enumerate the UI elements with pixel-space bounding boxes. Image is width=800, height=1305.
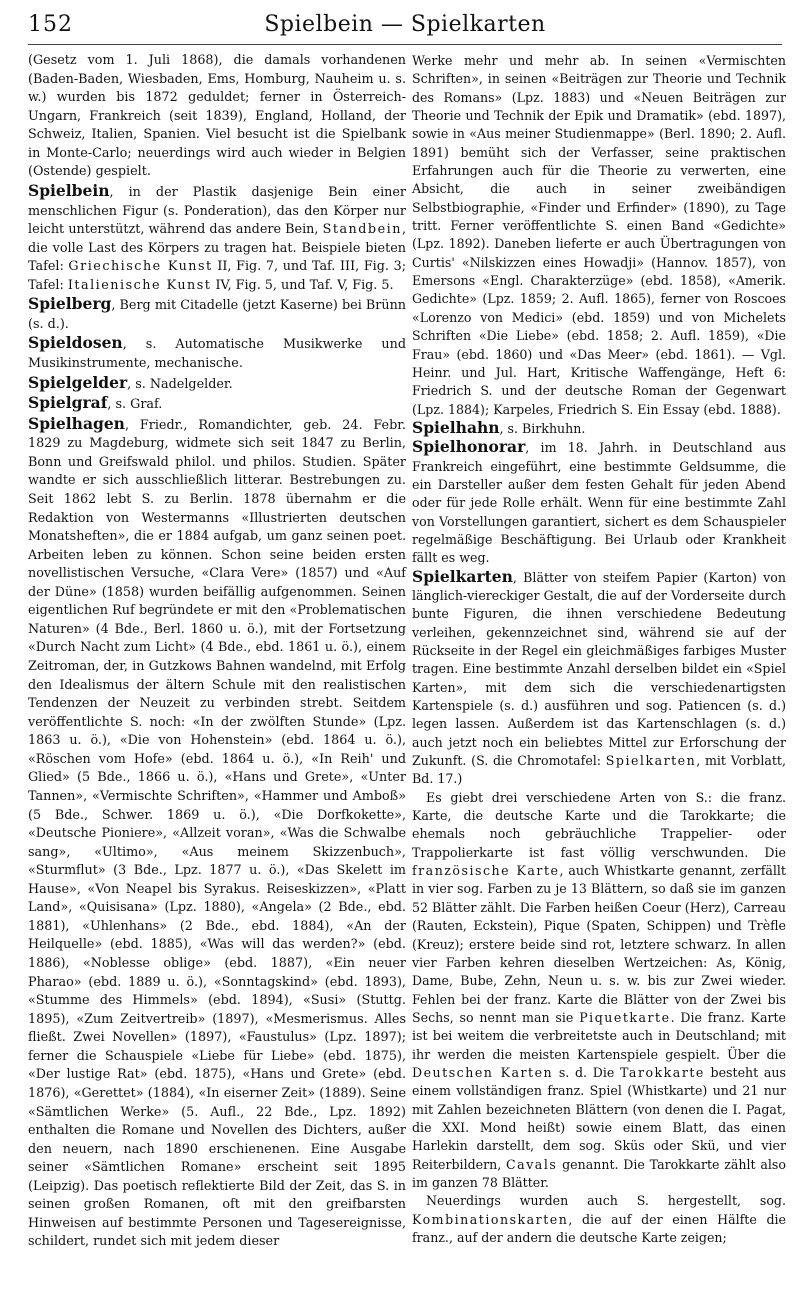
entry-spielkarten: Spielkarten, Blätter von steifem Papier (Karton) von länglich-viereckiger Gestalt, die auf der Vorderseite durch bunte Figuren, die ihnen verschiedene Bedeutung verleihen, gekennzeichnet sind, während sie auf der Rückseite in der Regel ein gleichmäßiges farbiges Muster tragen. Eine bestimmte Anzahl derselben bildet ein «Spiel Karten», mit dem sich die verschiedenartigsten Kartenspiele (s. d.) ausführen und sog. Patiencen (s. d.) legen lassen. Außerdem ist das Kartenschlagen (s. d.) auch jetzt noch ein beliebtes Mittel zur Erforschung der Zukunft. (S. die Chromotafel: Spielkarten, mit Vorblatt, Bd. 17.) xyxy=(412,566,786,787)
plate-reference: Griechische Kunst xyxy=(68,259,213,275)
paragraph-arten: Es giebt drei verschiedene Arten von S.: die franz. Karte, die deutsche Karte und die Tarokkarte; die ehemals noch gebräuchliche Trappelier- oder Trappolierkarte ist fast völlig verschwunden. Die französische Karte, auch Whistkarte genannt, zerfällt in vier sog. Farben zu je 13 Blättern, so daß sie im ganzen 52 Blätter zählt. Die Farben heißen Coeur (Herz), Carreau (Rauten, Eckstein), Pique (Spaten, Schippen) und Trèfle (Kreuz); erstere beide sind rot, letztere schwarz. In allen vier Farben kehren dieselben Wertzeichen: As, König, Dame, Bube, Zehn, Neun u. s. w. bis zur Zwei wieder. Fehlen bei der franz. Karte die Blätter von der Zwei bis Sechs, so nennt man sie Piquetkarte. Die franz. Karte ist bei weitem die verbreitetste auch in Deutschland; mit ihr werden die meisten Kartenspiele gespielt. Über die Deutschen Karten s. d. Die Tarokkarte besteht aus einem vollständigen franz. Spiel (Whistkarte) und 21 nur mit Zahlen bezeichneten Blättern (von denen die I. Pagat, die XXI. Mond heißt) sowie einem Blatt, das einen Harlekin darstellt, dem sog. Sküs oder Skü, und vier Reiterbildern, Cavals genannt. Die Tarokkarte zählt also im ganzen 78 Blätter. xyxy=(412,789,786,1190)
emphasis: Piquetkarte xyxy=(579,1009,671,1025)
entry-spielgelder: Spielgelder, s. Nadelgelder. xyxy=(28,372,233,392)
plate-reference: Spielkarten xyxy=(605,753,697,769)
entry-spieldosen: Spieldosen, s. Automatische Musikwerke und Musikinstrumente, mechanische. xyxy=(28,333,406,371)
entry-headword: Spielkarten xyxy=(412,566,513,586)
entry-headword: Spielberg xyxy=(28,294,112,314)
page-header xyxy=(28,6,782,46)
entry-headword: Spielhahn xyxy=(412,417,500,437)
entry-spielberg: Spielberg, Berg mit Citadelle (jetzt Kaserne) bei Brünn (s. d.). xyxy=(28,294,406,332)
emphasis: französische Karte xyxy=(412,863,560,879)
emphasis: Standbein xyxy=(322,222,402,238)
plate-reference: Italienische Kunst xyxy=(67,277,212,293)
header-rule xyxy=(28,44,782,45)
entry-spielhagen: Spielhagen, Friedr., Romandichter, geb. 24. Febr. 1829 zu Magdeburg, widmete sich seit 1847 zu Berlin, Bonn und Greifswald philol. und philos. Studien. Später wandte er sich ausschließlich litterar. Bestrebungen zu. Seit 1862 lebt S. zu Berlin. 1878 übernahm er die Redaktion von Westermanns «Illustrierten deutschen Monatsheften», die er 1884 aufgab, um ganz seinen poet. Arbeiten leben zu können. Schon seine beiden ersten novellistischen Versuche, «Clara Vere» (1857) und «Auf der Düne» (1858) wurden beifällig aufgenommen. Seinen eigentlichen Ruf begründete er mit den «Problematischen Naturen» (4 Bde., Berl. 1860 u. ö.), mit der Fortsetzung «Durch Nacht zum Licht» (4 Bde., ebd. 1861 u. ö.), einem Zeitroman, der, in Gutzkows Bahnen wandelnd, mit Erfolg den Idealismus der ältern Schule mit den realistischen Tendenzen der Neuzeit zu verbinden strebt. Seitdem veröffentlichte S. noch: «In der zwölften Stunde» (Lpz. 1863 u. ö.), «Die von Hohenstein» (ebd. 1864 u. ö.), «Röschen vom Hofe» (ebd. 1864 u. ö.), «In Reih' und Glied» (5 Bde., 1866 u. ö.), «Hans und Grete», «Unter Tannen», «Vermischte Schriften», «Hammer und Amboß» (5 Bde., Schwer. 1869 u. ö.), «Die Dorfkokette», «Deutsche Pioniere», «Allzeit voran», «Was die Schwalbe sang», «Ultimo», «Aus meinem Skizzenbuch», «Sturmflut» (3 Bde., Lpz. 1877 u. ö.), «Das Skelett im Hause», «Von Neapel bis Syrakus. Reiseskizzen», «Platt Land», «Quisisana» (Lpz. 1880), «Angela» (2 Bde., ebd. 1881), «Uhlenhans» (2 Bde., ebd. 1884), «An der Heilquelle» (ebd. 1885), «Was will das werden?» (ebd. 1886), «Noblesse oblige» (ebd. 1887), «Ein neuer Pharao» (ebd. 1889 u. ö.), «Sonntagskind» (ebd. 1893), «Stumme des Himmels» (ebd. 1894), «Susi» (Stuttg. 1895), «Zum Zeitvertreib» (1897), «Mesmerismus. Alles fließt. Zwei Novellen» (1897), «Faustulus» (Lpz. 1897); ferner die Schauspiele «Liebe für Liebe» (ebd. 1875), «Der lustige Rat» (ebd. 1875), «Hans und Grete» (ebd. 1876), «Gerettet» (1884), «In eiserner Zeit» (1889). Seine «Sämtlichen Werke» (5. Aufl., 22 Bde., Lpz. 1892) enthalten die Romane und Novellen des Dichters, außer den neuern, nach 1890 erschienenen. Eine Ausgabe seiner «Sämtlichen Romane» erscheint seit 1895 (Leipzig). Das poetisch reflektierte Bild der Zeit, das S. in seinen großen Romanen, oft mit den greifbarsten Hinweisen auf bestimmte Personen und Tagesereignisse, schildert, rundet sich mit jedem dieser xyxy=(28,413,406,1250)
entry-spielhahn: Spielhahn, s. Birkhuhn. xyxy=(412,417,586,437)
entry-headword: Spieldosen xyxy=(28,333,123,353)
right-column xyxy=(412,52,786,1247)
entry-spielbein: Spielbein, in der Plastik dasjenige Bein einer menschlichen Figur (s. Ponderation), das den Körper nur leicht unterstützt, während das andere Bein, Standbein, die volle Last des Körpers zu tragen hat. Beispiele bieten Tafel: Griechische Kunst II, Fig. 7, und Taf. III, Fig. 3; Tafel: Italienische Kunst IV, Fig. 5, und Taf. V, Fig. 5. xyxy=(28,180,407,293)
emphasis: Deutschen Karten xyxy=(412,1064,554,1080)
entry-spielhonorar: Spielhonorar, im 18. Jahrh. in Deutschland aus Frankreich eingeführt, eine bestimmte Geldsumme, die ein Darsteller außer dem festen Gehalt für jeden Abend oder für jede Rolle erhält. Wenn für eine bestimmte Zahl von Vorstellungen garantiert, sichert es dem Schauspieler regelmäßige Beschäftigung. Bei Urlaub oder Krankheit fällt es weg. xyxy=(412,437,786,566)
left-column xyxy=(28,52,406,1252)
entry-spielgraf: Spielgraf, s. Graf. xyxy=(28,393,163,413)
entry-headword: Spielhagen xyxy=(28,413,125,433)
emphasis: Kombinationskarten xyxy=(412,1211,569,1227)
paragraph-gesetz: (Gesetz vom 1. Juli 1868), die damals vorhandenen (Baden-Baden, Wiesbaden, Ems, Homburg, Nauheim u. s. w.) wurden bis 1872 geduldet; ferner in Österreich-Ungarn, Frankreich (seit 1839), England, Holland, der Schweiz, Italien, Spanien. Viel besucht ist die Spielbank in Monte-Carlo; neuerdings wird auch wieder in Belgien (Ostende) gespielt. xyxy=(28,53,406,180)
entry-headword: Spielbein xyxy=(28,180,110,200)
running-title: Spielbein — Spielkarten xyxy=(264,12,546,37)
entry-headword: Spielgraf xyxy=(28,393,108,413)
paragraph-kombination: Neuerdings wurden auch S. hergestellt, sog. Kombinationskarten, die auf der einen Hälfte die franz., auf der andern die deutsche Karte zeigen; xyxy=(412,1193,786,1245)
emphasis: Tarokkarte xyxy=(620,1064,705,1080)
page-number: 152 xyxy=(28,12,73,37)
emphasis: Cavals xyxy=(506,1156,558,1172)
entry-headword: Spielhonorar xyxy=(412,437,526,457)
paragraph-spielhagen-cont: Werke mehr und mehr ab. In seinen «Vermischten Schriften», in seinen «Beiträgen zur Theorie und Technik des Romans» (Lpz. 1883) und «Neuen Beiträgen zur Theorie und Technik der Epik und Dramatik» (ebd. 1897), sowie in «Aus meiner Studienmappe» (Berl. 1890; 2. Aufl. 1891) bemüht sich der Verfasser, seine praktischen Erfahrungen auch für die Theorie zu verwerten, eine Absicht, die auch in seiner zweibändigen Selbstbiographie, «Finder und Erfinder» (1890), zu Tage tritt. Ferner veröffentlichte S. einen Band «Gedichte» (Lpz. 1892). Daneben lieferte er auch Übertragungen von Curtis' «Nilskizzen eines Howadji» (Hannov. 1857), von Emersons «Engl. Charakterzüge» (ebd. 1858), «Amerik. Gedichte» (Lpz. 1859; 2. Aufl. 1865), ferner von Roscoes «Lorenzo von Medici» (ebd. 1859) und von Michelets Schriften «Die Liebe» (ebd. 1858; 2. Aufl. 1859), «Die Frau» (ebd. 1860) und «Das Meer» (ebd. 1861). — Vgl. Heinr. und Jul. Hart, Kritische Waffengänge, Heft 6: Friedrich S. und der deutsche Roman der Gegenwart (Lpz. 1884); Karpeles, Friedrich S. Ein Essay (ebd. 1888). xyxy=(412,53,786,417)
entry-headword: Spielgelder xyxy=(28,372,128,392)
